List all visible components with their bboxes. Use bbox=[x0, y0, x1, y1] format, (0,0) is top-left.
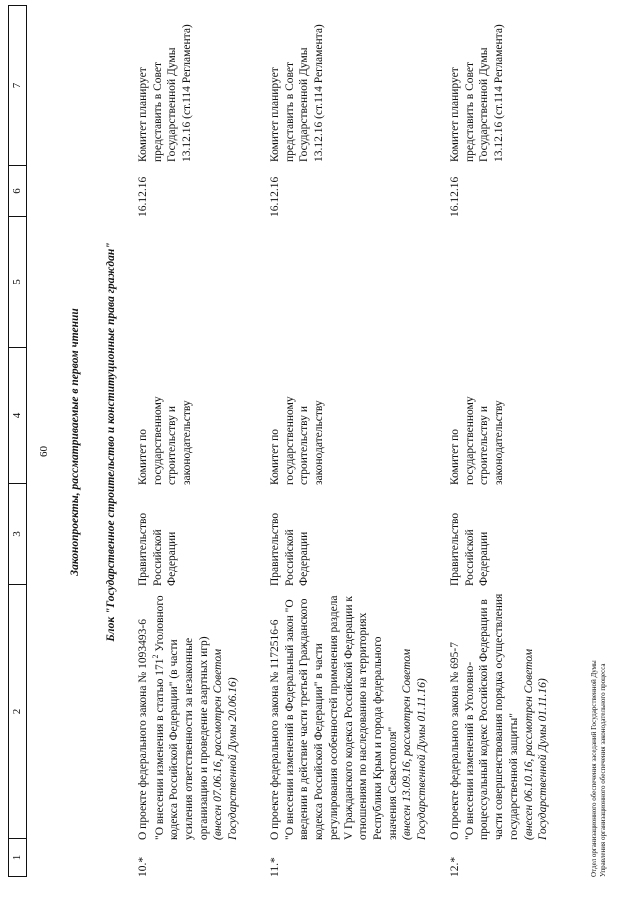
block-title: Блок "Государственное строительство и конституционные права граждан" bbox=[105, 242, 117, 642]
column-header-1: 1 bbox=[9, 838, 26, 876]
committee-note: Комитет планирует представить в Совет Государственной Думы 13.12.16 (ст.114 Регламента) bbox=[269, 24, 326, 162]
bill-description bbox=[268, 592, 430, 840]
responsible-committee: Комитет по государственному строительству и законодательству bbox=[137, 396, 194, 485]
bill-title: О проекте федерального закона № 1172516-6 bbox=[269, 619, 281, 840]
deadline-date: 16.12.16 bbox=[449, 176, 461, 217]
bill-intro-note: (внесен 13.09.16, рассмотрен Советом Государственной Думы 01.11.16) bbox=[401, 648, 429, 840]
bill-author: Правительство Российской Федерации bbox=[137, 512, 179, 586]
section-title: Законопроекты, рассматриваемые в первом чтении bbox=[69, 308, 81, 576]
bill-quote-end: Уголовного кодекса Российской Федерации" (в части усиления ответственности за незаконные организацию и проведение азартных игр) bbox=[153, 595, 210, 840]
bill-description bbox=[448, 592, 551, 840]
bill-title: О проекте федерального закона № 1093493-6 bbox=[137, 619, 149, 840]
bill-author: Правительство Российской Федерации bbox=[449, 512, 491, 586]
footer-line-1: Отдел организационного обеспечения заседаний Государственной Думы bbox=[590, 660, 598, 877]
responsible-committee: Комитет по государственному строительству и законодательству bbox=[449, 396, 506, 485]
column-header-3: 3 bbox=[9, 483, 26, 584]
bill-quote: "О внесении изменений в Федеральный закон "О введении в действие части третьей Гражданского кодекса Российской Федерации" в части регулирования особенностей применения раздела V Гражданского кодекса Российской Федерации к отношениям по наследованию на территориях Республики Крым и города федерального значения Севастополя" bbox=[283, 595, 399, 840]
page-number: 60 bbox=[38, 446, 50, 457]
column-header-4: 4 bbox=[9, 347, 26, 483]
column-header-row bbox=[8, 5, 27, 877]
bill-description bbox=[136, 592, 241, 840]
row-number: 11.* bbox=[269, 857, 281, 877]
committee-note: Комитет планирует представить в Совет Государственной Думы 13.12.16 (ст.114 Регламента) bbox=[449, 24, 506, 162]
bill-quote-start: "О внесении изменения в статью 171 bbox=[153, 658, 166, 840]
bill-title: О проекте федерального закона № 695-7 bbox=[449, 642, 461, 840]
bill-superscript: 2 bbox=[150, 654, 160, 659]
deadline-date: 16.12.16 bbox=[137, 176, 149, 217]
bill-quote: "О внесении изменений в Уголовно-процессуальный кодекс Российской Федерации в части совершенствования порядка осуществления государственной защиты" bbox=[463, 593, 520, 840]
responsible-committee: Комитет по государственному строительству и законодательству bbox=[269, 396, 326, 485]
page-footer bbox=[590, 660, 608, 877]
column-header-7: 7 bbox=[11, 82, 23, 89]
deadline-date: 16.12.16 bbox=[269, 176, 281, 217]
bill-intro-note: (внесен 07.06.16, рассмотрен Советом Государственной Думы 20.06.16) bbox=[212, 648, 240, 840]
column-header-6: 6 bbox=[9, 165, 26, 216]
bill-author: Правительство Российской Федерации bbox=[269, 512, 311, 586]
footer-line-2: Управления организационного обеспечения законодательного процесса bbox=[599, 663, 608, 877]
row-number: 10.* bbox=[137, 856, 149, 877]
row-number: 12.* bbox=[449, 856, 461, 877]
column-header-5: 5 bbox=[9, 216, 26, 347]
bill-intro-note: (внесен 06.10.16, рассмотрен Советом Государственной Думы 01.11.16) bbox=[522, 648, 550, 840]
committee-note: Комитет планирует представить в Совет Государственной Думы 13.12.16 (ст.114 Регламента) bbox=[137, 24, 194, 162]
column-header-2: 2 bbox=[9, 584, 26, 838]
